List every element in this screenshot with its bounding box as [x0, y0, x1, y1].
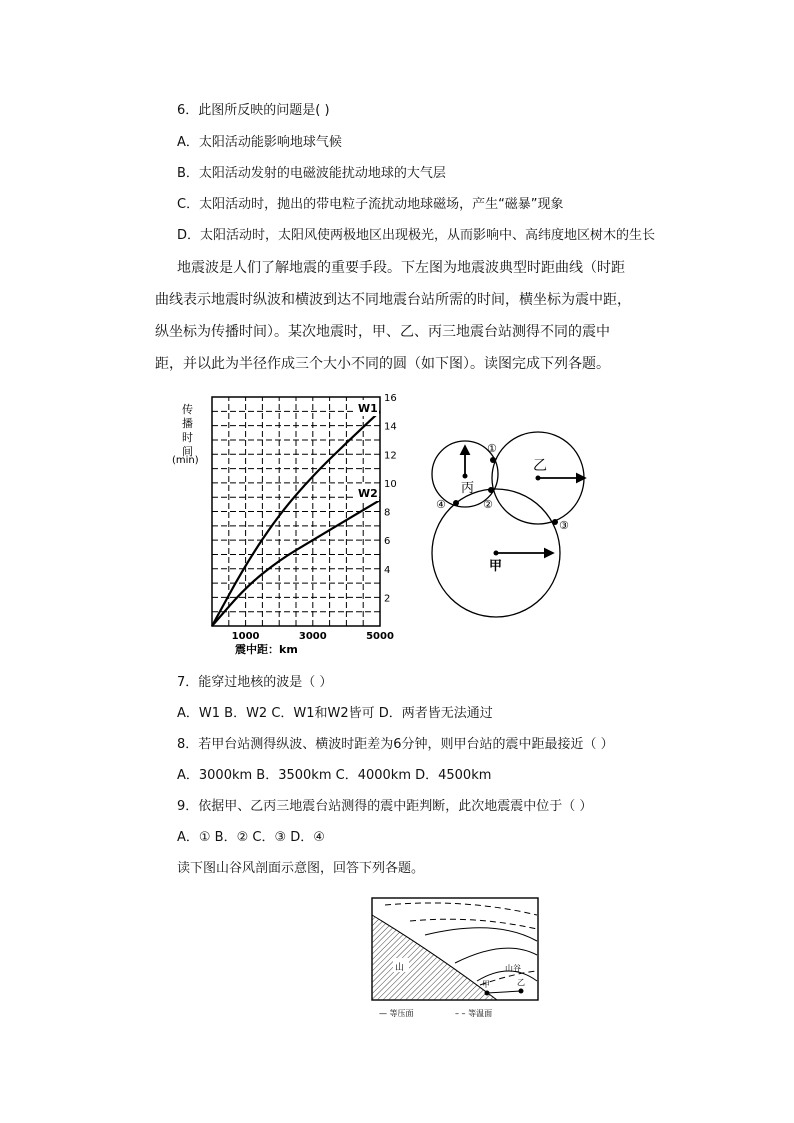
y-label-char: 播: [182, 417, 193, 430]
x-tick-label: 1000: [231, 631, 260, 642]
center-yi: [536, 476, 541, 481]
y-tick-label: 12: [384, 450, 397, 462]
y-tick-label: 2: [384, 593, 391, 605]
y-axis-label: [182, 402, 193, 458]
y-axis-unit: (min): [172, 455, 199, 466]
x-tick-label: 3000: [298, 631, 327, 642]
legend-isobar: — 等压面: [379, 1009, 414, 1018]
point-2-dot: [488, 487, 494, 493]
q7-options: A．W1 B．W2 C．W1和W2皆可 D．两者皆无法通过: [177, 706, 493, 721]
label-jia: 甲: [489, 559, 503, 574]
q8-options: A．3000km B．3500km C．4000km D．4500km: [177, 768, 492, 783]
y-tick-labels: [384, 393, 397, 604]
point-4-dot: [453, 500, 459, 506]
point-1-dot: [490, 457, 496, 463]
q8-stem: 8．若甲台站测得纵波、横波时距差为6分钟，则甲台站的震中距最接近（ ）: [177, 737, 614, 752]
q6-stem: 6．此图所反映的问题是( ): [177, 103, 330, 118]
q6-option-d: D．太阳活动时，太阳风使两极地区出现极光，从而影响中、高纬度地区树木的生长: [177, 228, 656, 243]
curve-label-w1: W1: [358, 402, 378, 415]
point-b-label: 乙: [517, 978, 525, 987]
point-2-label: ②: [483, 498, 493, 511]
point-4-label: ④: [436, 498, 446, 511]
valley-label: 山谷: [505, 964, 521, 973]
y-tick-label: 6: [384, 536, 391, 548]
point-a-label: 甲: [482, 980, 490, 989]
y-label-char: 时: [182, 431, 193, 444]
x-tick-labels: [232, 631, 394, 642]
y-tick-label: 10: [384, 478, 397, 490]
curve-label-w2: W2: [358, 487, 378, 500]
point-3-dot: [552, 519, 558, 525]
y-tick-label: 14: [384, 421, 397, 433]
y-tick-label: 4: [384, 564, 391, 576]
q6-option-a: A．太阳活动能影响地球气候: [177, 135, 342, 150]
graph-grid: [212, 397, 380, 626]
legend-isotherm: – – 等温面: [455, 1009, 493, 1018]
y-tick-label: 8: [384, 507, 391, 519]
mountain-label: 山: [395, 963, 405, 973]
x-axis-label: 震中距：km: [235, 643, 298, 656]
y-label-char: 传: [182, 403, 193, 416]
label-bing: 丙: [461, 481, 475, 496]
center-jia: [494, 551, 499, 556]
label-yi: 乙: [533, 458, 547, 474]
travel-time-graph: [170, 385, 415, 660]
q7-stem: 7．能穿过地核的波是（ ）: [177, 675, 333, 690]
point-1-label: ①: [487, 442, 497, 455]
x-tick-label: 5000: [366, 631, 394, 642]
y-tick-label: 16: [384, 393, 397, 404]
valley-wind-diagram: [365, 893, 545, 1023]
q9-options: A．① B．② C．③ D．④: [177, 830, 325, 845]
epicenter-circles-diagram: [425, 400, 605, 650]
y-label-char: 间: [182, 445, 193, 458]
q6-option-b: B．太阳活动发射的电磁波能扰动地球的大气层: [177, 166, 446, 181]
q6-option-c: C．太阳活动时，抛出的带电粒子流扰动地球磁场，产生“磁暴”现象: [177, 197, 564, 212]
center-bing: [463, 474, 468, 479]
point-3-label: ③: [559, 519, 569, 532]
valley-wind-intro: 读下图山谷风剖面示意图，回答下列各题。: [177, 861, 425, 876]
q9-stem: 9．依据甲、乙丙三地震台站测得的震中距判断，此次地震震中位于（ ）: [177, 799, 593, 814]
earthquake-intro: 地震波是人们了解地震的重要手段。下左图为地震波典型时距曲线（时距曲线表示地震时纵波和横波到达不同地震台站所需的时间，横坐标为震中距，纵坐标为传播时间）。某次地震时，甲、乙、丙三地震台站测得不同的震中距，并以此为半径作成三个大小不同的圆（如下图）。读图完成下列各题。: [155, 260, 631, 372]
